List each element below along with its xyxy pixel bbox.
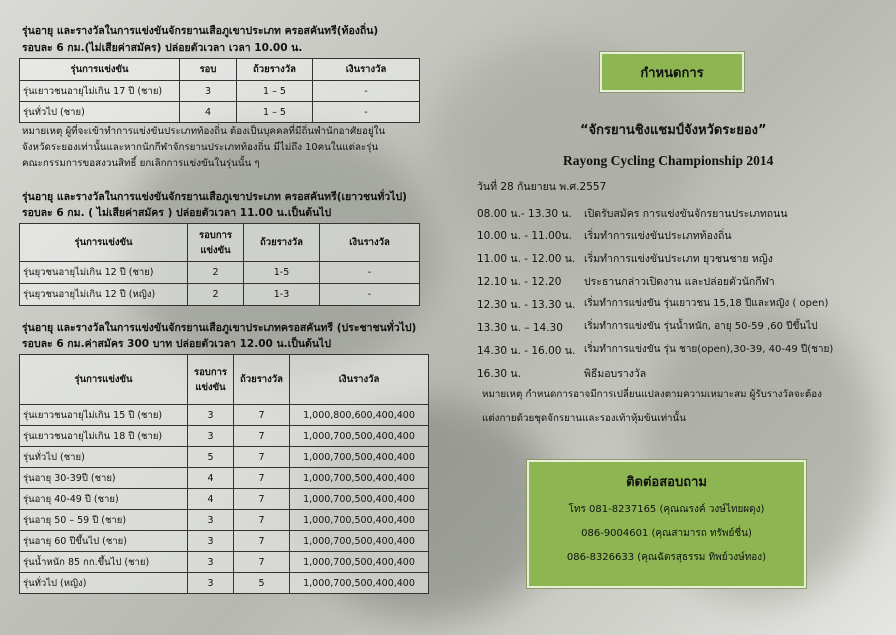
schedule-activity: เปิดรับสมัคร การแข่งขันจักรยานประเภทถนน	[584, 208, 788, 220]
schedule-activity: เริ่มทำการแข่งขันประเภท ยุวชนชาย หญิง	[584, 253, 773, 265]
section3-title: รุ่นอายุ และรางวัลในการแข่งขันจักรยานเสือภูเขาประเภทครอสคันทรี (ประชาชนทั่วไป)	[22, 322, 417, 334]
contact-line: 086-8326633 (คุณฉัตรสุธรรม ทิพย์วงษ์ทอง)	[566, 552, 767, 563]
col-header: รุ่นการแข่งขัน	[20, 224, 188, 262]
section2-table	[19, 223, 420, 306]
section3-subtitle: รอบละ 6 กม.ค่าสมัคร 300 บาท ปล่อยตัวเวลา 12.00 น.เป็นต้นไป	[22, 338, 332, 350]
event-title-en: Rayong Cycling Championship 2014	[563, 153, 774, 168]
event-title-th: “จักรยานชิงแชมป์จังหวัดระยอง”	[580, 123, 767, 138]
contact-line: โทร 081-8237165 (คุณณรงค์ วงษ์ไทยผดุง)	[568, 504, 765, 515]
contact-title: ติดต่อสอบถาม	[626, 475, 707, 490]
schedule-time: 11.00 น. - 12.00 น.	[477, 253, 576, 265]
schedule-activity: เริ่มทำการแข่งขัน รุ่น ชาย(open),30-39, 40-49 ปี(ชาย)	[584, 344, 834, 355]
section1-subtitle: รอบละ 6 กม.(ไม่เสียค่าสมัคร) ปล่อยตัวเวลา เวลา 10.00 น.	[22, 42, 303, 54]
col-header: เงินรางวัล	[290, 355, 429, 405]
contact-box	[527, 460, 806, 588]
schedule-time: 13.30 น. – 14.30	[477, 322, 563, 334]
section3-table	[19, 354, 429, 594]
section1-note-line1: หมายเหตุ ผู้ที่จะเข้าทำการแข่งขันประเภทท้องถิ่น ต้องเป็นบุคคลที่มีถิ่นพำนักอาศัยอยู่ใน	[22, 126, 386, 137]
schedule-activity: เริ่มทำการแข่งขันประเภทท้องถิ่น	[584, 230, 732, 242]
table-row: รุ่นทั่วไป (หญิง) 3 5 1,000,700,500,400,400	[20, 573, 429, 594]
schedule-label: กำหนดการ	[640, 65, 704, 81]
section1-title: รุ่นอายุ และรางวัลในการแข่งขันจักรยานเสือภูเขาประเภท ครอสคันทรี(ท้องถิ่น)	[22, 25, 379, 37]
table-row: รุ่นอายุ 60 ปีขึ้นไป (ชาย) 3 7 1,000,700,500,400,400	[20, 531, 429, 552]
section1-note-line3: คณะกรรมการขอสงวนสิทธิ์ ยกเลิกการแข่งขันในรุ่นนั้น ๆ	[22, 158, 260, 169]
section1-note-line2: จังหวัดระยองเท่านั้นและหากนักกีฬาจักรยานประเภทท้องถิ่น มีไม่ถึง 10คนในแต่ละรุ่น	[22, 142, 379, 153]
col-header: ถ้วยรางวัล	[244, 224, 320, 262]
table-row: รุ่นน้ำหนัก 85 กก.ขึ้นไป (ชาย) 3 7 1,000,700,500,400,400	[20, 552, 429, 573]
schedule-time: 12.10 น. - 12.20	[477, 276, 562, 288]
schedule-time: 10.00 น. - 11.00น.	[477, 230, 572, 242]
schedule-time: 14.30 น. - 16.00 น.	[477, 345, 576, 357]
col-header: ถ้วยรางวัล	[234, 355, 290, 405]
section2-title: รุ่นอายุ และรางวัลในการแข่งขันจักรยานเสือภูเขาประเภท ครอสคันทรี(เยาวชนทั่วไป)	[22, 191, 407, 203]
event-date: วันที่ 28 กันยายน พ.ศ.2557	[477, 181, 607, 193]
section1-table	[19, 58, 420, 123]
remark-line2: แต่งกายด้วยชุดจักรยานและรองเท้าหุ้มข้นเท่านั้น	[482, 413, 686, 424]
col-header: รอบการแข่งขัน	[188, 224, 244, 262]
remark-line1: หมายเหตุ กำหนดการอาจมีการเปลี่ยนแปลงตามความเหมาะสม ผู้รับรางวัลจะต้อง	[482, 389, 822, 400]
table-row: รุ่นทั่วไป (ชาย) 4 1 – 5 -	[20, 102, 420, 123]
contact-line: 086-9004601 (คุณสามารถ ทรัพย์ชื่น)	[581, 528, 752, 539]
schedule-activity: เริ่มทำการแข่งขัน รุ่นน้ำหนัก, อายุ 50-59 ,60 ปีขึ้นไป	[584, 321, 818, 332]
col-header: เงินรางวัล	[320, 224, 420, 262]
table-row: รุ่นอายุ 50 – 59 ปี (ชาย) 3 7 1,000,700,500,400,400	[20, 510, 429, 531]
table-row: รุ่นอายุ 30-39ปี (ชาย) 4 7 1,000,700,500,400,400	[20, 468, 429, 489]
col-header: รอบการแข่งขัน	[188, 355, 234, 405]
col-header: รุ่นการแข่งขัน	[20, 355, 188, 405]
schedule-activity: เริ่มทำการแข่งขัน รุ่นเยาวชน 15,18 ปีและหญิง ( open)	[584, 298, 829, 309]
schedule-activity: ประธานกล่าวเปิดงาน และปล่อยตัวนักกีฬา	[584, 276, 775, 288]
schedule-time: 16.30 น.	[477, 368, 521, 380]
schedule-time: 08.00 น.- 13.30 น.	[477, 208, 572, 220]
col-header: ถ้วยรางวัล	[237, 59, 313, 81]
schedule-label-box	[600, 52, 744, 92]
table-row: รุ่นอายุ 40-49 ปี (ชาย) 4 7 1,000,700,500,400,400	[20, 489, 429, 510]
col-header: เงินรางวัล	[313, 59, 420, 81]
table-row: รุ่นยุวชนอายุไม่เกิน 12 ปี (ชาย) 2 1-5 -	[20, 262, 420, 284]
col-header: รอบ	[180, 59, 237, 81]
table-row: รุ่นทั่วไป (ชาย) 5 7 1,000,700,500,400,400	[20, 447, 429, 468]
table-row: รุ่นเยาวชนอายุไม่เกิน 15 ปี (ชาย) 3 7 1,000,800,600,400,400	[20, 405, 429, 426]
section2-subtitle: รอบละ 6 กม. ( ไม่เสียค่าสมัคร ) ปล่อยตัวเวลา 11.00 น.เป็นต้นไป	[22, 207, 332, 219]
schedule-time: 12.30 น. - 13.30 น.	[477, 299, 576, 311]
schedule-activity: พิธีมอบรางวัล	[584, 368, 647, 380]
table-row: รุ่นเยาวชนอายุไม่เกิน 17 ปี (ชาย) 3 1 – 5 -	[20, 81, 420, 102]
col-header: รุ่นการแข่งขัน	[20, 59, 180, 81]
table-row: รุ่นยุวชนอายุไม่เกิน 12 ปี (หญิง) 2 1-3 -	[20, 284, 420, 306]
table-row: รุ่นเยาวชนอายุไม่เกิน 18 ปี (ชาย) 3 7 1,000,700,500,400,400	[20, 426, 429, 447]
